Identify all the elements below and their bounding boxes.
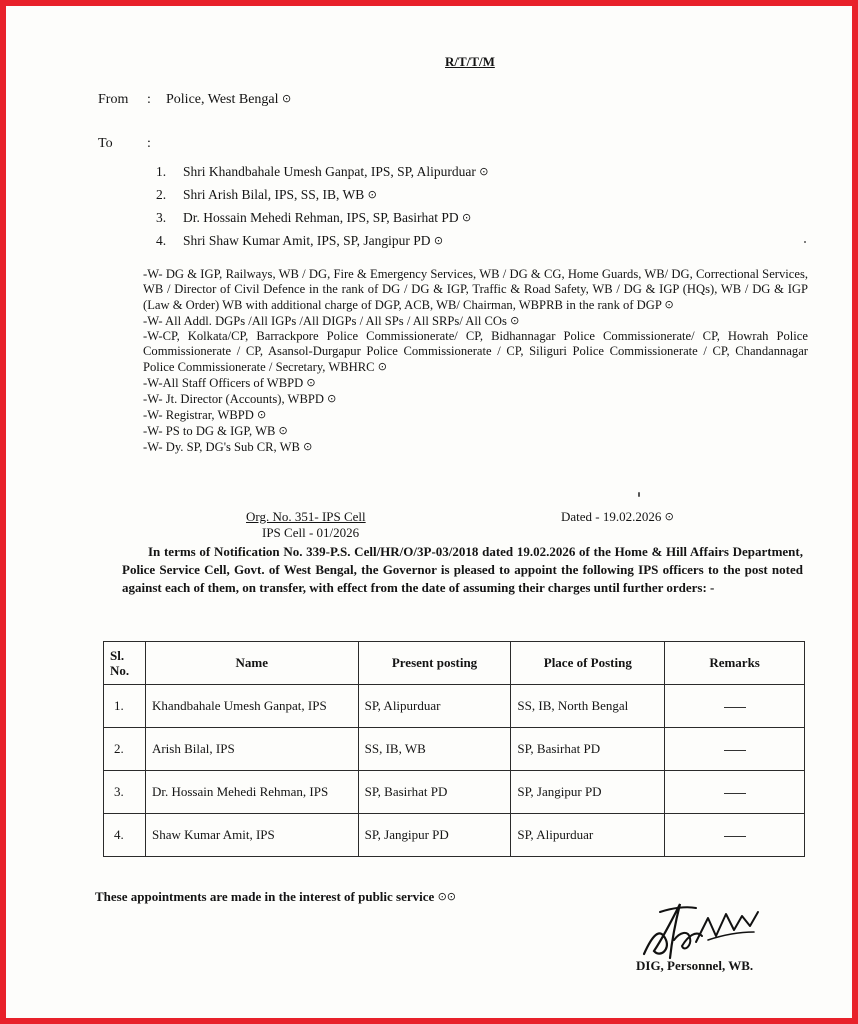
table-row bbox=[104, 814, 805, 857]
copy-to-text: -W- PS to DG & IGP, WB bbox=[143, 424, 276, 438]
addressee-number: 4. bbox=[156, 233, 167, 248]
copy-to-item bbox=[143, 375, 808, 391]
notification-paragraph bbox=[122, 543, 803, 597]
col-header-sl bbox=[104, 642, 146, 685]
circled-dot-icon: ⊙ bbox=[479, 165, 489, 178]
col-header-name: Name bbox=[145, 642, 358, 685]
cell-sl: 3. bbox=[104, 771, 146, 814]
to-colon: : bbox=[147, 136, 151, 151]
copy-to-item bbox=[143, 407, 808, 423]
copy-to-item bbox=[143, 423, 808, 439]
cell-name: Khandbahale Umesh Ganpat, IPS bbox=[145, 685, 358, 728]
cell-remarks bbox=[665, 814, 805, 857]
cell-name: Arish Bilal, IPS bbox=[145, 728, 358, 771]
cell-sl: 1. bbox=[104, 685, 146, 728]
closing-line bbox=[95, 889, 456, 905]
table-row bbox=[104, 685, 805, 728]
circled-dot-icon: ⊙ bbox=[664, 298, 674, 311]
notification-text: In terms of Notification No. 339-P.S. Cell/HR/O/3P-03/2018 dated 19.02.2026 of the Home & Hill Affairs Department, Police Service Cell, Govt. of West Bengal, the Governor is pleased to appoint the following IPS officers to the post noted against each of them, on transfer, with effect from the date of assuming their charges until further orders: - bbox=[122, 544, 803, 595]
cell-remarks bbox=[665, 685, 805, 728]
posting-table bbox=[103, 641, 805, 857]
from-colon: : bbox=[147, 92, 151, 107]
copy-to-text: -W- Dy. SP, DG's Sub CR, WB bbox=[143, 440, 300, 454]
cell-name: Dr. Hossain Mehedi Rehman, IPS bbox=[145, 771, 358, 814]
addressee-name: Shri Khandbahale Umesh Ganpat, IPS, SP, Alipurduar bbox=[183, 164, 476, 179]
table-header-row bbox=[104, 642, 805, 685]
dash-mark bbox=[724, 707, 746, 708]
dash-mark bbox=[724, 750, 746, 751]
cell-sl: 2. bbox=[104, 728, 146, 771]
circled-dot-icon: ⊙ bbox=[664, 510, 674, 523]
cell-remarks bbox=[665, 771, 805, 814]
addressee-text bbox=[183, 210, 471, 226]
to-label: To bbox=[98, 136, 113, 151]
addressee-text bbox=[183, 164, 488, 180]
circled-dot-icon: ⊙ bbox=[462, 211, 472, 224]
circled-dot-icon: ⊙ bbox=[278, 424, 288, 437]
copy-to-text: -W- Jt. Director (Accounts), WBPD bbox=[143, 392, 324, 406]
addressee-name: Shri Arish Bilal, IPS, SS, IB, WB bbox=[183, 187, 365, 202]
copy-to-item bbox=[143, 329, 808, 375]
cell-present-posting: SP, Jangipur PD bbox=[358, 814, 511, 857]
cell-place-of-posting: SP, Alipurduar bbox=[511, 814, 665, 857]
col-header-sl-line1: Sl. bbox=[110, 648, 125, 663]
col-header-remarks: Remarks bbox=[665, 642, 805, 685]
addressee-number: 2. bbox=[156, 187, 167, 202]
copy-to-item bbox=[143, 391, 808, 407]
org-number: Org. No. 351- IPS Cell bbox=[246, 509, 366, 524]
copy-to-item bbox=[143, 313, 808, 329]
dash-mark bbox=[724, 836, 746, 837]
col-header-sl-line2: No. bbox=[110, 663, 130, 678]
addressee-number: 3. bbox=[156, 210, 167, 225]
table-row bbox=[104, 771, 805, 814]
addressee-name: Dr. Hossain Mehedi Rehman, IPS, SP, Basirhat PD bbox=[183, 210, 459, 225]
copy-to-text: -W- All Addl. DGPs /All IGPs /All DIGPs / All SPs / All SRPs/ All COs bbox=[143, 314, 507, 328]
cell-present-posting: SS, IB, WB bbox=[358, 728, 511, 771]
cell-present-posting: SP, Alipurduar bbox=[358, 685, 511, 728]
cell-place-of-posting: SP, Jangipur PD bbox=[511, 771, 665, 814]
circled-dot-icon: ⊙ bbox=[327, 392, 337, 405]
addressee-text bbox=[183, 187, 377, 203]
cell-place-of-posting: SP, Basirhat PD bbox=[511, 728, 665, 771]
closing-text: These appointments are made in the interest of public service bbox=[95, 889, 435, 904]
copy-to-item bbox=[143, 439, 808, 455]
addressee-name: Shri Shaw Kumar Amit, IPS, SP, Jangipur PD bbox=[183, 233, 431, 248]
col-header-place-of-posting: Place of Posting bbox=[511, 642, 665, 685]
circled-dot-icon: ⊙ bbox=[282, 92, 292, 105]
circled-dot-icon: ⊙ bbox=[257, 408, 267, 421]
ips-cell-number: IPS Cell - 01/2026 bbox=[262, 525, 360, 540]
order-date-text: Dated - 19.02.2026 bbox=[561, 509, 662, 524]
circled-dot-icon: ⊙ bbox=[510, 314, 520, 327]
cell-place-of-posting: SS, IB, North Bengal bbox=[511, 685, 665, 728]
circled-dot-icon: ⊙⊙ bbox=[437, 890, 456, 903]
copy-to-item bbox=[143, 267, 808, 313]
addressee-text bbox=[183, 233, 443, 249]
table-row bbox=[104, 728, 805, 771]
from-value bbox=[166, 92, 291, 108]
copy-to-text: -W- Registrar, WBPD bbox=[143, 408, 254, 422]
circled-dot-icon: ⊙ bbox=[303, 440, 313, 453]
cell-present-posting: SP, Basirhat PD bbox=[358, 771, 511, 814]
memo-code: R/T/T/M bbox=[445, 54, 495, 69]
cell-sl: 4. bbox=[104, 814, 146, 857]
speck-mark bbox=[638, 492, 640, 497]
copy-to-text: -W- DG & IGP, Railways, WB / DG, Fire & Emergency Services, WB / DG & CG, Home Guards, WB/ DG, Correctional Services, WB / Director of Civil Defence in the rank of DG / DG & IGP, Traffic & Road Safety, WB / DG & IGP (HQs), WB / DG & IGP (Law & Order) WB with additional charge of DGP, ACB, WB/ Chairman, WBPRB in the rank of DGP bbox=[143, 267, 808, 312]
circled-dot-icon: ⊙ bbox=[367, 188, 377, 201]
from-label: From bbox=[98, 92, 129, 107]
addressee-number: 1. bbox=[156, 164, 167, 179]
circled-dot-icon: ⊙ bbox=[433, 234, 444, 247]
col-header-present-posting: Present posting bbox=[358, 642, 511, 685]
speck-mark bbox=[804, 241, 806, 243]
copy-to-text: -W-CP, Kolkata/CP, Barrackpore Police Commissionerate/ CP, Bidhannagar Police Commissionerate/ CP, Howrah Police Commissionerate / CP, Asansol-Durgapur Police Commissionerate / CP, Siliguri Police Commissionerate / CP, Chandannagar Police Commissionerate / Secretary, WBHRC bbox=[143, 329, 808, 374]
cell-name: Shaw Kumar Amit, IPS bbox=[145, 814, 358, 857]
cell-remarks bbox=[665, 728, 805, 771]
circled-dot-icon: ⊙ bbox=[306, 376, 316, 389]
signatory-designation: DIG, Personnel, WB. bbox=[636, 958, 754, 973]
order-date bbox=[561, 509, 674, 525]
copy-to-text: -W-All Staff Officers of WBPD bbox=[143, 376, 304, 390]
dash-mark bbox=[724, 793, 746, 794]
circled-dot-icon: ⊙ bbox=[377, 360, 387, 373]
copy-to-list bbox=[143, 267, 808, 455]
from-value-text: Police, West Bengal bbox=[166, 92, 279, 107]
